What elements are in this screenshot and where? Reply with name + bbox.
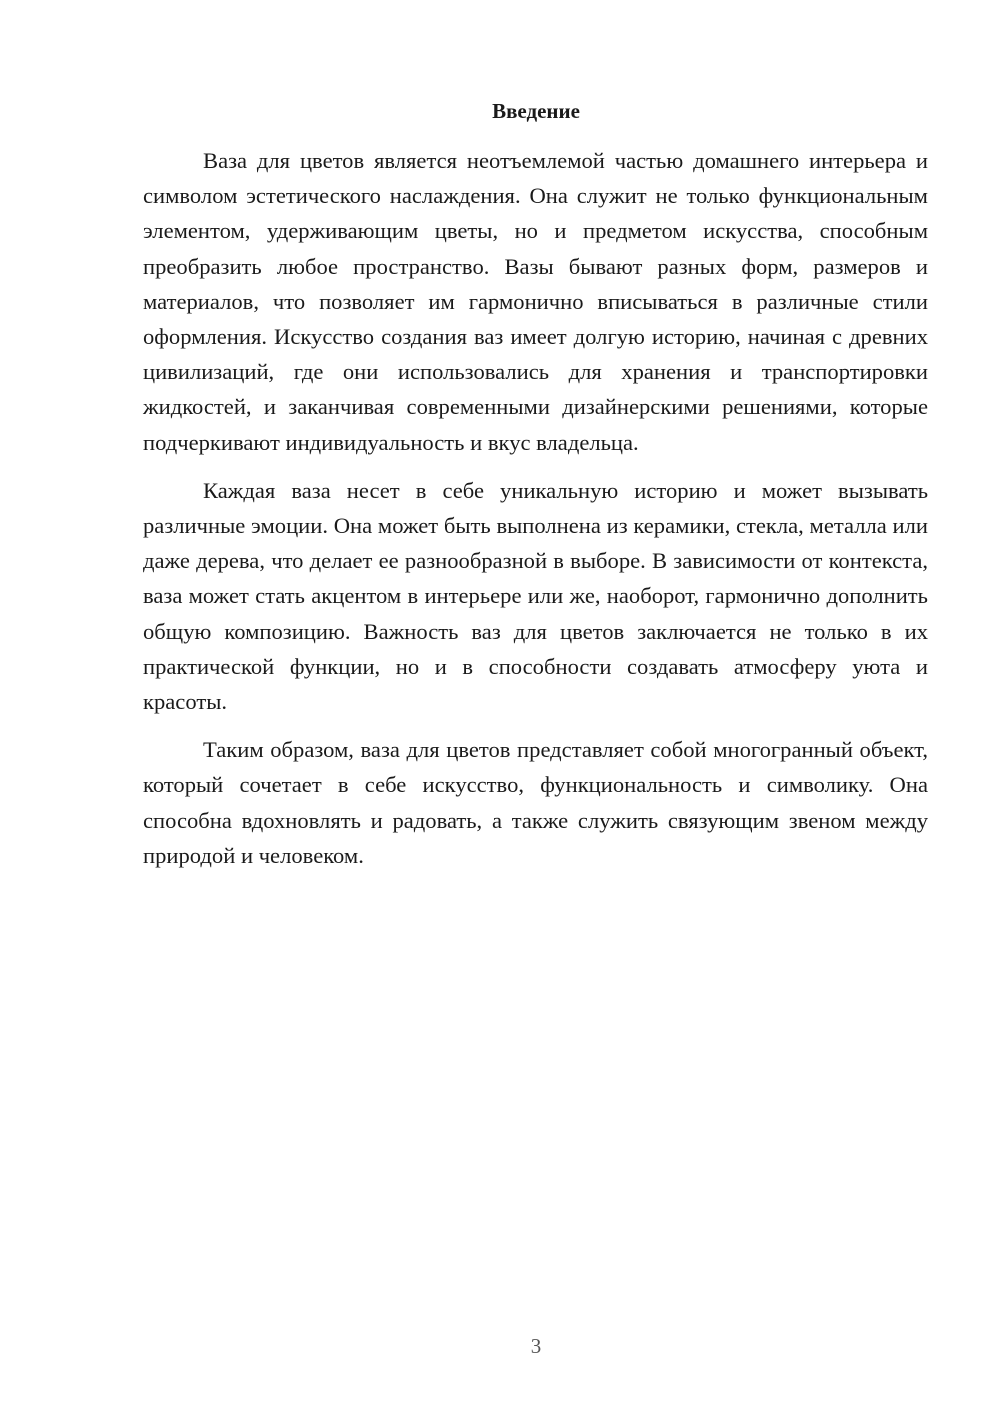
paragraph-3: Таким образом, ваза для цветов представляет собой многогранный объект, который сочетает в себе искусство, функциональность и символику. Она способна вдохновлять и радовать, а также служить связующим звеном между природой и человеком. — [143, 737, 928, 868]
paragraph-1: Ваза для цветов является неотъемлемой частью домашнего интерьера и символом эстетического наслаждения. Она служит не только функциональным элементом, удерживающим цветы, но и предметом искусства, способным преобразить любое пространство. Вазы бывают разных форм, размеров и материалов, что позволяет им гармонично вписываться в различные стили оформления. Искусство создания ваз имеет долгую историю, начиная с древних цивилизаций, где они использовались для хранения и транспортировки жидкостей, и заканчивая современными дизайнерскими решениями, которые подчеркивают индивидуальность и вкус владельца. — [143, 148, 928, 455]
paragraph-2: Каждая ваза несет в себе уникальную историю и может вызывать различные эмоции. Она может быть выполнена из керамики, стекла, металла или даже дерева, что делает ее разнообразной в выборе. В зависимости от контекста, ваза может стать акцентом в интерьере или же, наоборот, гармонично дополнить общую композицию. Важность ваз для цветов заключается не только в их практической функции, но и в способности создавать атмосферу уюта и красоты. — [143, 477, 928, 715]
body-text — [143, 143, 928, 886]
section-title: Введение — [492, 99, 580, 123]
page-number: 3 — [530, 1334, 542, 1358]
